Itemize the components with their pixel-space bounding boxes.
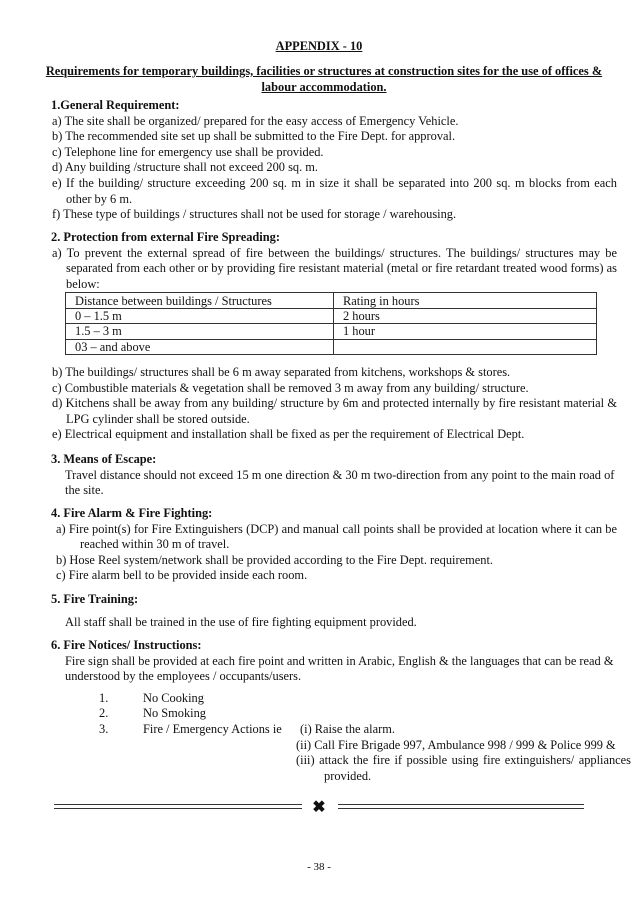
list-item: b) The buildings/ structures shall be 6 m away separated from kitchens, workshops & stores. — [52, 365, 511, 379]
list-number: 2. — [99, 706, 109, 721]
section-fire-training — [39, 592, 617, 630]
list-text: No Smoking — [143, 706, 206, 721]
list-text: No Cooking — [143, 690, 204, 705]
section-means-of-escape — [39, 452, 617, 499]
list-item: e) If the building/ structure exceeding 200 sq. m in size it shall be separated into 200 sq. m blocks from each other by 6 m. — [52, 175, 617, 206]
table-cell: 2 hours — [334, 308, 597, 323]
table-cell: 03 – and above — [66, 339, 334, 354]
section-external-fire-items — [39, 365, 617, 443]
document-title: Requirements for temporary buildings, facilities or structures at construction sites for the use of offices & labour accommodation. — [45, 64, 603, 94]
list-item: d) Any building /structure shall not exceed 200 sq. m. — [52, 160, 319, 175]
section-heading: 6. Fire Notices/ Instructions: — [51, 638, 202, 652]
table-cell: 1 hour — [334, 324, 597, 339]
action-item: (iii) attack the fire if possible using fire extinguishers/ appliances provided. — [296, 753, 631, 783]
action-item: (ii) Call Fire Brigade 997, Ambulance 998 / 999 & Police 999 & — [296, 737, 616, 752]
appendix-title: APPENDIX - 10 — [275, 39, 363, 53]
list-item: d) Kitchens shall be away from any building/ structure by 6m and protected internally by fire resistant material & LPG cylinder shall be stored outside. — [52, 396, 617, 426]
section-text: Travel distance should not exceed 15 m one direction & 30 m two-direction from any point to the main road of the site. — [65, 467, 615, 498]
table-cell — [334, 339, 597, 354]
list-item: a) Fire point(s) for Fire Extinguishers (DCP) and manual call points shall be provided at location where it can be reached within 30 m of travel. — [56, 521, 617, 552]
list-number: 1. — [99, 690, 109, 705]
list-item — [99, 691, 617, 707]
list-item: b) The recommended site set up shall be submitted to the Fire Dept. for approval. — [52, 129, 456, 144]
list-item: c) Fire alarm bell to be provided inside each room. — [56, 568, 308, 583]
table-cell: 0 – 1.5 m — [66, 308, 334, 323]
section-heading: 4. Fire Alarm & Fire Fighting: — [51, 506, 213, 520]
section-fire-notices — [39, 638, 631, 784]
section-general-requirement — [39, 98, 617, 223]
list-item: a) To prevent the external spread of fire between the buildings/ structures. The buildings/ structures may be separated from each other or by providing fire resistant material (metal or fire retardant treated wood forms) as below: — [52, 245, 617, 291]
table-row — [66, 339, 597, 354]
section-text: Fire sign shall be provided at each fire point and written in Arabic, English & the languages that can be read & understood by the employees / occupants/users. — [65, 653, 614, 684]
page-number: - 38 - — [307, 861, 331, 873]
table-header-cell: Rating in hours — [334, 293, 597, 308]
list-number: 3. — [99, 721, 109, 736]
list-item: b) Hose Reel system/network shall be provided according to the Fire Dept. requirement. — [56, 552, 493, 567]
list-item: c) Telephone line for emergency use shall be provided. — [52, 144, 324, 159]
list-item: e) Electrical equipment and installation shall be fixed as per the requirement of Electrical Dept. — [52, 427, 525, 442]
section-heading: 2. Protection from external Fire Spreading: — [51, 230, 280, 244]
separator-line-left — [54, 804, 302, 809]
table-header-cell: Distance between buildings / Structures — [66, 293, 334, 308]
list-item: f) These type of buildings / structures shall not be used for storage / warehousing. — [52, 207, 457, 222]
section-text: All staff shall be trained in the use of fire fighting equipment provided. — [65, 614, 417, 629]
table-row — [66, 324, 597, 339]
section-fire-alarm — [39, 506, 617, 584]
section-heading: 5. Fire Training: — [51, 592, 139, 606]
table-header-row — [66, 293, 597, 308]
section-external-fire-spreading — [39, 230, 617, 355]
cross-ornament-icon: ✖ — [312, 799, 326, 816]
list-item: c) Combustible materials & vegetation shall be removed 3 m away from any building/ structure. — [52, 380, 529, 395]
separator-line-right — [338, 804, 584, 809]
section-heading: 3. Means of Escape: — [51, 452, 157, 466]
list-text: Fire / Emergency Actions ie — [143, 721, 282, 736]
section-heading: 1.General Requirement: — [51, 98, 180, 112]
table-cell: 1.5 – 3 m — [66, 324, 334, 339]
list-item — [99, 706, 617, 722]
list-item — [99, 722, 617, 738]
table-row — [66, 308, 597, 323]
list-item: a) The site shall be organized/ prepared for the easy access of Emergency Vehicle. — [52, 113, 459, 128]
action-item: (i) Raise the alarm. — [300, 721, 395, 736]
rating-table — [65, 292, 597, 355]
